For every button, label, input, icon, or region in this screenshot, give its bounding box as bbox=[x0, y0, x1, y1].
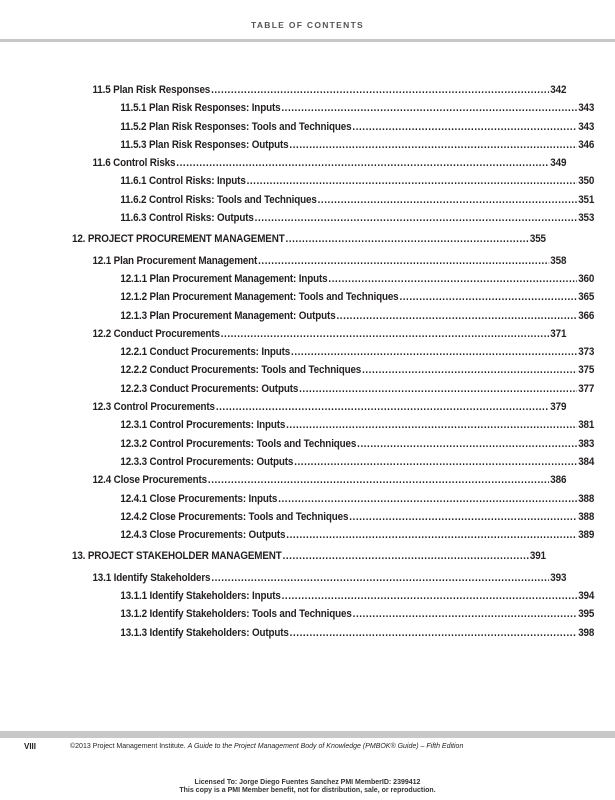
toc-dot-leader bbox=[211, 572, 549, 584]
toc-entry-page: 386 bbox=[550, 474, 567, 487]
toc-entry-title: 12.2.2 Conduct Procurements: Tools and Techniques bbox=[120, 364, 362, 377]
toc-dot-leader bbox=[278, 493, 577, 505]
toc-entry-page: 395 bbox=[578, 608, 595, 621]
toc-subsection-entry bbox=[72, 627, 594, 645]
toc-entry-title: 12.4 Close Procurements bbox=[92, 474, 207, 487]
toc-dot-leader bbox=[282, 590, 578, 602]
toc-entry-page: 383 bbox=[578, 437, 595, 450]
toc-chapter-entry bbox=[72, 550, 546, 568]
toc-entry-title: 11.6.1 Control Risks: Inputs bbox=[120, 175, 246, 188]
toc-entry-page: 349 bbox=[550, 157, 567, 170]
toc-dot-leader bbox=[362, 364, 577, 376]
toc-subsection-entry bbox=[72, 438, 594, 456]
toc-entry-page: 343 bbox=[578, 120, 595, 133]
toc-entry-page: 351 bbox=[578, 193, 595, 206]
toc-subsection-entry bbox=[72, 212, 594, 230]
toc-dot-leader bbox=[336, 310, 577, 322]
toc-subsection-entry bbox=[72, 291, 594, 309]
toc-dot-leader bbox=[353, 608, 578, 620]
toc-entry-title: 12.4.1 Close Procurements: Inputs bbox=[120, 492, 278, 505]
toc-section-entry bbox=[72, 474, 566, 492]
toc-section-entry bbox=[72, 401, 566, 419]
toc-dot-leader bbox=[294, 456, 577, 468]
page-number: VIII bbox=[24, 742, 37, 751]
toc-dot-leader bbox=[258, 255, 549, 267]
toc-dot-leader bbox=[318, 194, 578, 206]
toc-dot-leader bbox=[286, 419, 577, 431]
license-notice bbox=[0, 779, 615, 795]
table-of-contents bbox=[72, 84, 595, 645]
toc-entry-title: 12.2 Conduct Procurements bbox=[92, 327, 220, 340]
toc-entry-title: 12.2.1 Conduct Procurements: Inputs bbox=[120, 346, 291, 359]
toc-dot-leader bbox=[281, 102, 577, 114]
toc-entry-page: 388 bbox=[578, 510, 595, 523]
toc-subsection-entry bbox=[72, 310, 594, 328]
toc-entry-page: 394 bbox=[578, 590, 595, 603]
toc-entry-page: 358 bbox=[550, 254, 567, 267]
toc-dot-leader bbox=[399, 291, 577, 303]
toc-dot-leader bbox=[247, 175, 578, 187]
toc-entry-title: 11.5.3 Plan Risk Responses: Outputs bbox=[120, 138, 289, 151]
running-header-title: TABLE OF CONTENTS bbox=[250, 20, 365, 30]
toc-entry-page: 381 bbox=[578, 419, 595, 432]
toc-dot-leader bbox=[328, 273, 577, 285]
toc-dot-leader bbox=[299, 383, 577, 395]
toc-subsection-entry bbox=[72, 273, 594, 291]
toc-section-entry bbox=[72, 572, 566, 590]
toc-subsection-entry bbox=[72, 493, 594, 511]
toc-entry-title: 12.1.1 Plan Procurement Management: Inputs bbox=[120, 272, 328, 285]
toc-dot-leader bbox=[289, 139, 577, 151]
toc-subsection-entry bbox=[72, 608, 594, 626]
toc-subsection-entry bbox=[72, 590, 594, 608]
toc-subsection-entry bbox=[72, 121, 594, 139]
toc-section-entry bbox=[72, 255, 566, 273]
toc-entry-page: 377 bbox=[578, 382, 595, 395]
toc-subsection-entry bbox=[72, 364, 594, 382]
toc-dot-leader bbox=[291, 346, 577, 358]
toc-entry-title: 12.3.1 Control Procurements: Inputs bbox=[120, 419, 286, 432]
toc-entry-page: 355 bbox=[529, 233, 546, 246]
toc-entry-page: 384 bbox=[578, 455, 595, 468]
toc-dot-leader bbox=[176, 157, 549, 169]
toc-section-entry bbox=[72, 84, 566, 102]
toc-entry-title: 13.1.3 Identify Stakeholders: Outputs bbox=[120, 626, 289, 639]
toc-dot-leader bbox=[286, 529, 577, 541]
toc-subsection-entry bbox=[72, 383, 594, 401]
toc-entry-page: 398 bbox=[578, 626, 595, 639]
toc-entry-page: 342 bbox=[550, 84, 567, 96]
copyright-book-title: A Guide to the Project Management Body of Knowledge (PMBOK® Guide) – Fifth Edition bbox=[187, 743, 464, 750]
toc-dot-leader bbox=[286, 233, 529, 245]
toc-entry-title: 11.5.1 Plan Risk Responses: Inputs bbox=[120, 102, 281, 115]
toc-entry-title: 11.6 Control Risks bbox=[92, 157, 176, 170]
toc-entry-page: 371 bbox=[550, 327, 567, 340]
copyright-line bbox=[70, 743, 463, 750]
toc-entry-title: 11.6.3 Control Risks: Outputs bbox=[120, 212, 254, 225]
footer-rule bbox=[0, 731, 615, 738]
toc-dot-leader bbox=[255, 212, 578, 224]
toc-entry-title: 11.6.2 Control Risks: Tools and Techniques bbox=[120, 193, 317, 206]
toc-dot-leader bbox=[208, 474, 549, 486]
toc-entry-page: 373 bbox=[578, 346, 595, 359]
toc-subsection-entry bbox=[72, 346, 594, 364]
toc-dot-leader bbox=[357, 438, 577, 450]
toc-entry-title: 12.1.2 Plan Procurement Management: Tools and Techniques bbox=[120, 291, 399, 304]
toc-entry-title: 12.1.3 Plan Procurement Management: Outputs bbox=[120, 309, 336, 322]
copyright-prefix: ©2013 Project Management Institute. bbox=[70, 743, 188, 750]
toc-entry-title: 12.3 Control Procurements bbox=[92, 401, 215, 414]
toc-entry-title: 13.1.1 Identify Stakeholders: Inputs bbox=[120, 590, 281, 603]
toc-dot-leader bbox=[283, 550, 529, 562]
toc-entry-page: 365 bbox=[578, 291, 595, 304]
toc-section-entry bbox=[72, 157, 566, 175]
toc-subsection-entry bbox=[72, 419, 594, 437]
toc-entry-title: 12.2.3 Conduct Procurements: Outputs bbox=[120, 382, 299, 395]
toc-chapter-entry bbox=[72, 233, 546, 251]
toc-dot-leader bbox=[349, 511, 577, 523]
toc-subsection-entry bbox=[72, 102, 594, 120]
toc-entry-title: 12.4.3 Close Procurements: Outputs bbox=[120, 529, 286, 542]
toc-entry-title: 11.5 Plan Risk Responses bbox=[92, 84, 211, 96]
toc-entry-page: 350 bbox=[578, 175, 595, 188]
toc-subsection-entry bbox=[72, 511, 594, 529]
toc-entry-title: 12.1 Plan Procurement Management bbox=[92, 254, 258, 267]
license-line-1: Licensed To: Jorge Diego Fuentes Sanchez PMI MemberID: 2399412 bbox=[194, 779, 421, 786]
toc-entry-title: 12.3.3 Control Procurements: Outputs bbox=[120, 455, 294, 468]
toc-entry-page: 393 bbox=[550, 571, 567, 584]
toc-dot-leader bbox=[216, 401, 550, 413]
toc-section-entry bbox=[72, 328, 566, 346]
toc-entry-page: 353 bbox=[578, 212, 595, 225]
toc-entry-title: 12.3.2 Control Procurements: Tools and Techniques bbox=[120, 437, 357, 450]
toc-dot-leader bbox=[290, 627, 578, 639]
toc-subsection-entry bbox=[72, 529, 594, 547]
toc-entry-title: 12. PROJECT PROCUREMENT MANAGEMENT bbox=[72, 233, 285, 246]
toc-entry-page: 391 bbox=[529, 550, 546, 563]
toc-entry-page: 379 bbox=[550, 401, 567, 414]
toc-entry-page: 375 bbox=[578, 364, 595, 377]
toc-entry-title: 13.1.2 Identify Stakeholders: Tools and Techniques bbox=[120, 608, 352, 621]
header-rule bbox=[0, 39, 615, 42]
toc-entry-page: 389 bbox=[578, 529, 595, 542]
toc-dot-leader bbox=[352, 121, 577, 133]
toc-dot-leader bbox=[211, 84, 549, 96]
toc-entry-page: 366 bbox=[578, 309, 595, 322]
license-line-2: This copy is a PMI Member benefit, not for distribution, sale, or reproduction. bbox=[179, 787, 436, 794]
toc-entry-page: 346 bbox=[578, 138, 595, 151]
toc-subsection-entry bbox=[72, 139, 594, 157]
toc-dot-leader bbox=[221, 328, 550, 340]
toc-entry-title: 13.1 Identify Stakeholders bbox=[92, 571, 211, 584]
toc-entry-page: 360 bbox=[578, 272, 595, 285]
toc-entry-title: 12.4.2 Close Procurements: Tools and Techniques bbox=[120, 510, 349, 523]
toc-entry-title: 13. PROJECT STAKEHOLDER MANAGEMENT bbox=[72, 550, 282, 563]
toc-entry-page: 388 bbox=[578, 492, 595, 505]
toc-entry-page: 343 bbox=[578, 102, 595, 115]
toc-subsection-entry bbox=[72, 194, 594, 212]
toc-subsection-entry bbox=[72, 175, 594, 193]
toc-subsection-entry bbox=[72, 456, 594, 474]
toc-entry-title: 11.5.2 Plan Risk Responses: Tools and Techniques bbox=[120, 120, 352, 133]
